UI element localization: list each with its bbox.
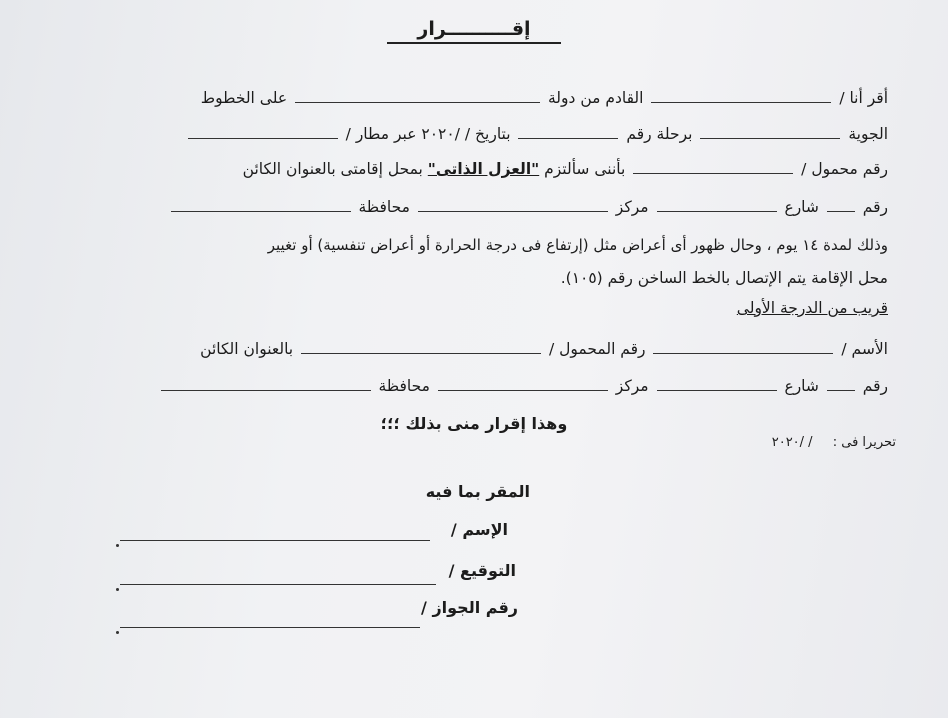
row-conditions-2 [100,268,888,288]
row-declaration-statement [0,414,948,434]
label-date: بتاريخ [475,125,511,143]
label-mobile: رقم محمول / [801,160,888,178]
label-center: مركز [615,198,649,216]
label-relative-mobile: رقم المحمول / [549,340,646,358]
relative-heading: قريب من الدرجة الأولى [736,299,888,317]
mobile-field[interactable] [633,159,793,174]
declaration-statement: وهذا إقرار منى بذلك ؛؛؛ [380,414,568,433]
label-self-isolation: "العزل الذاتى" [427,160,540,178]
label-on-airline: على الخطوط [200,89,288,107]
row-relative-info [100,339,888,359]
street-field[interactable] [657,197,777,212]
dot-mark [116,588,119,591]
relative-street-field[interactable] [657,376,777,391]
row-relative-address [100,376,888,396]
document-title [0,18,948,44]
row-relative-heading [100,298,888,318]
passport-number-field[interactable] [120,627,420,628]
dot-mark [116,544,119,547]
label-relative-street: شارع [784,377,819,395]
center-field[interactable] [418,197,608,212]
country-field[interactable] [295,88,540,103]
label-relative-center: مركز [615,377,649,395]
signature-name-label: الإسم / [450,520,508,539]
name-field[interactable] [651,88,831,103]
label-number: رقم [862,198,888,216]
governorate-field[interactable] [171,197,351,212]
relative-house-number-field[interactable] [827,376,855,391]
row-address [100,197,888,217]
label-flight-number: برحلة رقم [626,125,693,143]
dot-mark [116,631,119,634]
label-air: الجوية [848,125,888,143]
conditions-text-2: محل الإقامة يتم الإتصال بالخط الساخن رقم (١٠٥). [560,269,888,287]
signature-field[interactable] [120,584,436,585]
airline-field[interactable] [700,124,840,139]
label-relative-name: الأسم / [841,340,888,358]
label-relative-address: بالعنوان الكائن [200,340,294,358]
label-from-country: القادم من دولة [547,89,644,107]
airport-field[interactable] [188,124,338,139]
signature-sign-label: التوقيع / [448,561,516,580]
label-residence-address: بمحل إقامتى بالعنوان الكائن [242,160,423,178]
label-relative-number: رقم [862,377,888,395]
relative-mobile-field[interactable] [301,339,541,354]
label-governorate: محافظة [358,198,410,216]
written-date: / /٢٠٢٠ [771,435,813,450]
relative-governorate-field[interactable] [161,376,371,391]
label-commit: بأننى سألتزم [544,160,626,178]
label-written-on: تحريرا فى : [832,435,896,450]
row-name-country [100,88,888,108]
signatory-heading: المقر بما فيه [425,482,530,501]
row-mobile-isolation [100,159,888,179]
title-text: إقــــــــــرار [387,18,560,44]
signature-name-field[interactable] [120,540,430,541]
flight-number-field[interactable] [518,124,618,139]
relative-name-field[interactable] [653,339,833,354]
label-i-declare: أقر أنا / [839,89,888,107]
row-conditions-1 [100,235,888,255]
label-date-airport: / /٢٠٢٠ عبر مطار / [345,125,471,143]
passport-number-label: رقم الجواز / [421,598,518,617]
row-written-on [100,433,896,453]
row-flight [100,124,888,144]
label-relative-governorate: محافظة [378,377,430,395]
relative-center-field[interactable] [438,376,608,391]
house-number-field[interactable] [827,197,855,212]
label-street: شارع [784,198,819,216]
conditions-text-1: وذلك لمدة ١٤ يوم ، وحال ظهور أى أعراض مثل (إرتفاع فى درجة الحرارة أو أعراض تنفسية) أو تغيير [267,236,888,254]
